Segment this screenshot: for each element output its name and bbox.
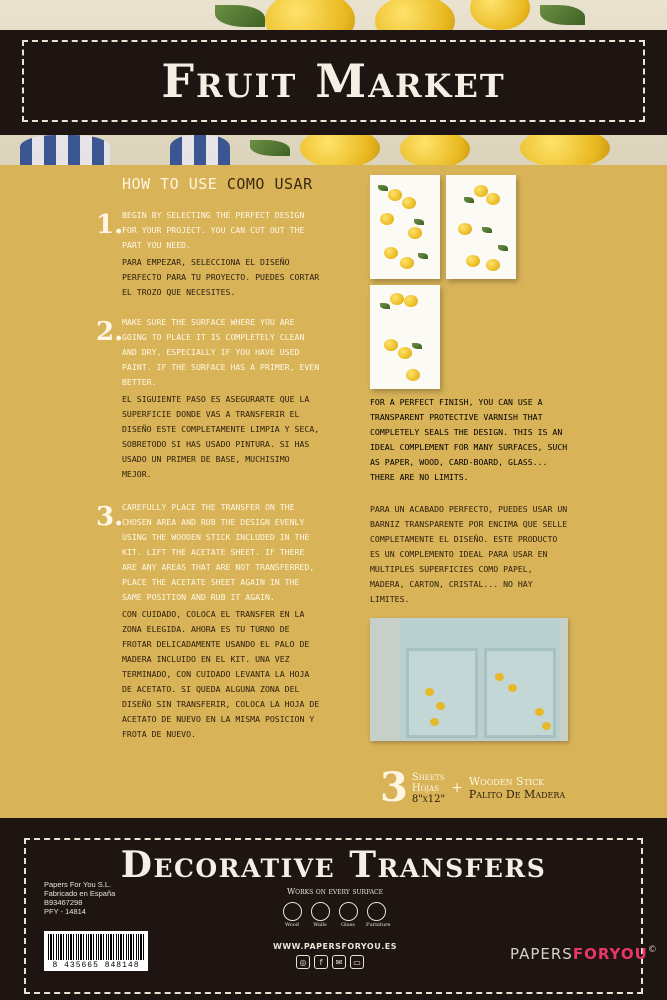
- email-icon[interactable]: ✉: [332, 955, 346, 969]
- cabinet-photo: [370, 618, 568, 741]
- step-text: [122, 208, 322, 300]
- step-text-en: BEGIN BY SELECTING THE PERFECT DESIGN FOR YOUR PROJECT. YOU CAN CUT OUT THE PART YOU NEED.: [122, 210, 305, 250]
- header-frame: [22, 40, 645, 122]
- step-2: [96, 315, 324, 495]
- palito-label: Palito De Madera: [468, 788, 566, 801]
- instagram-icon[interactable]: ◎: [296, 955, 310, 969]
- furniture-icon: [367, 902, 386, 921]
- step-text: [122, 315, 322, 482]
- step-number: 2.: [96, 317, 124, 347]
- step-text-en: CAREFULLY PLACE THE TRANSFER ON THE CHOSEN AREA AND RUB THE DESIGN EVENLY USING THE WOODEN STICK INCLUDED IN THE KIT. LIFT THE ACETATE SHEET. IF THERE ARE ANY AREAS THAT ARE NOT TRANSFERRED, PLACE THE ACETATE SHEET AGAIN IN THE SAME POSITION AND RUB IT AGAIN.: [122, 502, 315, 602]
- social-icons: [296, 955, 364, 969]
- step-3: [96, 500, 324, 760]
- surface-icons: [282, 902, 391, 928]
- sheet-size: 8"x12": [411, 793, 446, 805]
- works-on-surface-label: Works on every surface: [286, 887, 384, 896]
- step-text: [122, 500, 322, 742]
- step-number: 1.: [96, 210, 124, 240]
- hojas-label: Hojas: [411, 782, 439, 794]
- brand-logo-part: PAPERS: [510, 945, 573, 963]
- wood-icon: [283, 902, 302, 921]
- brand-logo-accent: FORYOU: [572, 945, 648, 963]
- sheet-info: [412, 772, 445, 805]
- page-title: Fruit Market: [161, 54, 506, 108]
- brand-logo: [510, 945, 658, 963]
- plus-sign: +: [451, 780, 463, 796]
- header-band: [0, 30, 667, 135]
- web-icon[interactable]: ▭: [350, 955, 364, 969]
- finish-tip-en: FOR A PERFECT FINISH, YOU CAN USE A TRANSPARENT PROTECTIVE VARNISH THAT COMPLETELY SEALS THE DESIGN. THIS IS AN IDEAL COMPLEMENT FOR MANY SURFACES, SUCH AS PAPER, WOOD, CARD-BOARD, GLASS... THERE ARE NO LIMITS.: [370, 397, 568, 482]
- finish-tip-es: PARA UN ACABADO PERFECTO, PUEDES USAR UN BARNIZ TRANSPARENTE POR ENCIMA QUE SELLE COMPLETAMENTE EL DISEÑO. ESTE PRODUCTO ES UN COMPLEMENTO IDEAL PARA USAR EN MULTIPLES SUPERFICIES COMO PAPEL, MADERA, CARTON, CRISTAL... NO HAY LIMITES.: [370, 504, 568, 604]
- how-to-use-label: HOW TO USE: [122, 175, 218, 193]
- step-number: 3.: [96, 502, 124, 532]
- wall-icon: [311, 902, 330, 921]
- surface-glass: Glass: [338, 902, 358, 928]
- design-sample-image: [446, 175, 516, 279]
- step-text-es: CON CUIDADO, COLOCA EL TRANSFER EN LA ZONA ELEGIDA. AHORA ES TU TURNO DE FROTAR DELICADAMENTE USANDO EL PALO DE MADERA INCLUIDO EN EL KIT. UNA VEZ TERMINADO, CON CUIDADO LEVANTA LA HOJA DE ACETATO. SI QUEDA ALGUNA ZONA DEL DISEÑO SIN TRANSFERIR, COLOCA LA HOJA DE ACETATO DE NUEVO EN LA MISMA POSICION Y FROTA DE NUEVO.: [122, 609, 320, 739]
- company-info: [44, 880, 115, 916]
- surface-walls: Walls: [310, 902, 330, 928]
- copyright-mark: ©: [647, 945, 658, 955]
- tax-id: B93467298: [44, 898, 83, 907]
- wooden-stick-label: Wooden Stick: [468, 775, 545, 788]
- product-line-title: Decorative Transfers: [120, 844, 547, 886]
- surface-furniture: Furniture: [366, 902, 386, 928]
- facebook-icon[interactable]: f: [314, 955, 328, 969]
- barcode-number: 8 435665 848148: [52, 961, 140, 970]
- how-to-use-heading: [122, 175, 313, 193]
- design-sample-image: [370, 175, 440, 279]
- glass-icon: [339, 902, 358, 921]
- sheet-count: 3: [380, 764, 408, 811]
- step-1: [96, 208, 324, 318]
- company-name: Papers For You S.L.: [44, 880, 112, 889]
- como-usar-label: COMO USAR: [226, 175, 313, 193]
- surface-wood: Wood: [282, 902, 302, 928]
- website-link[interactable]: WWW.PAPERSFORYOU.ES: [273, 942, 397, 951]
- design-sample-image: [370, 285, 440, 389]
- product-code: PFY - 14814: [44, 907, 86, 916]
- barcode-bars: [48, 934, 144, 960]
- barcode: [44, 931, 148, 971]
- contents-info: [380, 764, 566, 811]
- made-in: Fabricado en España: [44, 889, 116, 898]
- stick-info: [469, 775, 565, 801]
- step-text-es: PARA EMPEZAR, SELECCIONA EL DISEÑO PERFECTO PARA TU PROYECTO. PUEDES CORTAR EL TROZO QUE NECESITES.: [122, 257, 320, 297]
- sheets-label: Sheets: [411, 771, 445, 783]
- step-text-en: MAKE SURE THE SURFACE WHERE YOU ARE GOING TO PLACE IT IS COMPLETELY CLEAN AND DRY, ESPECIALLY IF YOU HAVE USED PAINT. IF THE SURFACE HAS A PRIMER, EVEN BETTER.: [122, 317, 320, 387]
- step-text-es: EL SIGUIENTE PASO ES ASEGURARTE QUE LA SUPERFICIE DONDE VAS A TRANSFERIR EL DISEÑO ESTE COMPLETAMENTE LIMPIA Y SECA, SOBRETODO SI HAS USADO PINTURA. SI HAS USADO UN PRIMER DE BASE, MUCHISIMO MEJOR.: [122, 394, 320, 479]
